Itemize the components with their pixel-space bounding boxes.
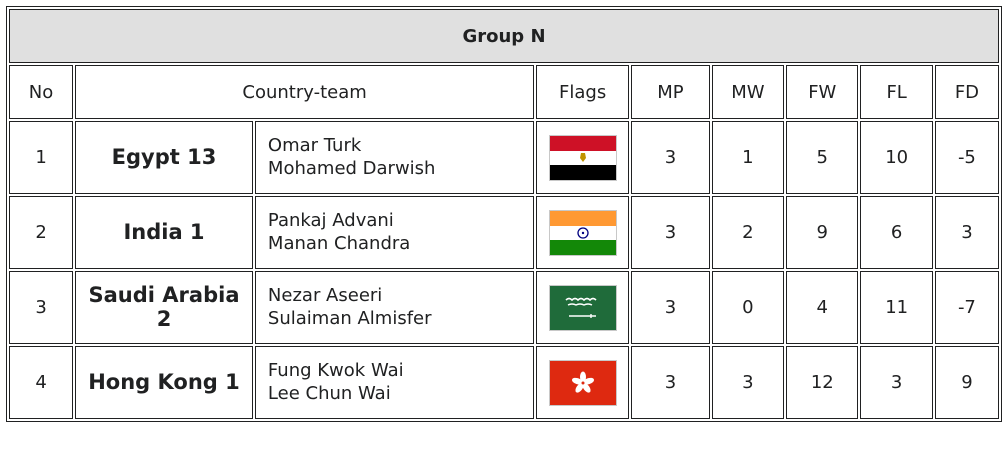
col-header-flags: Flags (536, 65, 629, 119)
fd-value: -7 (935, 271, 999, 344)
players-cell (255, 121, 534, 194)
fd-value: 9 (935, 346, 999, 419)
table-row (9, 271, 999, 344)
mp-value: 3 (631, 346, 710, 419)
col-header-mw: MW (712, 65, 784, 119)
table-row (9, 346, 999, 419)
players-cell (255, 196, 534, 269)
country-name: Egypt 13 (75, 121, 253, 194)
player-name: Lee Chun Wai (267, 382, 391, 404)
col-header-fw: FW (786, 65, 858, 119)
table-row (9, 121, 999, 194)
col-header-fl: FL (860, 65, 932, 119)
col-header-no: No (9, 65, 73, 119)
group-standings-table (6, 6, 1002, 422)
flag-cell (536, 271, 629, 344)
group-header-row (9, 9, 999, 63)
fd-value: -5 (935, 121, 999, 194)
india-flag-icon[interactable] (549, 210, 617, 256)
player-name: Sulaiman Almisfer (267, 307, 432, 329)
fl-value: 10 (860, 121, 932, 194)
player-name: Manan Chandra (267, 232, 411, 254)
players-cell (255, 271, 534, 344)
country-name: Saudi Arabia 2 (75, 271, 253, 344)
player-name: Nezar Aseeri (267, 285, 383, 306)
group-title: Group N (9, 9, 999, 63)
mp-value: 3 (631, 196, 710, 269)
player-name: Omar Turk (267, 135, 362, 156)
players-cell (255, 346, 534, 419)
fw-value: 5 (786, 121, 858, 194)
table-row (9, 196, 999, 269)
fw-value: 4 (786, 271, 858, 344)
mw-value: 0 (712, 271, 784, 344)
fl-value: 6 (860, 196, 932, 269)
row-no: 2 (9, 196, 73, 269)
column-header-row (9, 65, 999, 119)
mw-value: 3 (712, 346, 784, 419)
fl-value: 3 (860, 346, 932, 419)
mp-value: 3 (631, 271, 710, 344)
hong-kong-flag-icon[interactable] (549, 360, 617, 406)
country-name: India 1 (75, 196, 253, 269)
player-name: Pankaj Advani (267, 210, 394, 231)
row-no: 4 (9, 346, 73, 419)
col-header-country-team: Country-team (75, 65, 534, 119)
fl-value: 11 (860, 271, 932, 344)
fd-value: 3 (935, 196, 999, 269)
flag-cell (536, 121, 629, 194)
flag-cell (536, 196, 629, 269)
flag-cell (536, 346, 629, 419)
saudi-arabia-flag-icon[interactable] (549, 285, 617, 331)
fw-value: 9 (786, 196, 858, 269)
egypt-flag-icon[interactable] (549, 135, 617, 181)
mw-value: 2 (712, 196, 784, 269)
mp-value: 3 (631, 121, 710, 194)
col-header-mp: MP (631, 65, 710, 119)
player-name: Fung Kwok Wai (267, 360, 404, 381)
row-no: 3 (9, 271, 73, 344)
row-no: 1 (9, 121, 73, 194)
country-name: Hong Kong 1 (75, 346, 253, 419)
player-name: Mohamed Darwish (267, 157, 436, 179)
fw-value: 12 (786, 346, 858, 419)
mw-value: 1 (712, 121, 784, 194)
col-header-fd: FD (935, 65, 999, 119)
